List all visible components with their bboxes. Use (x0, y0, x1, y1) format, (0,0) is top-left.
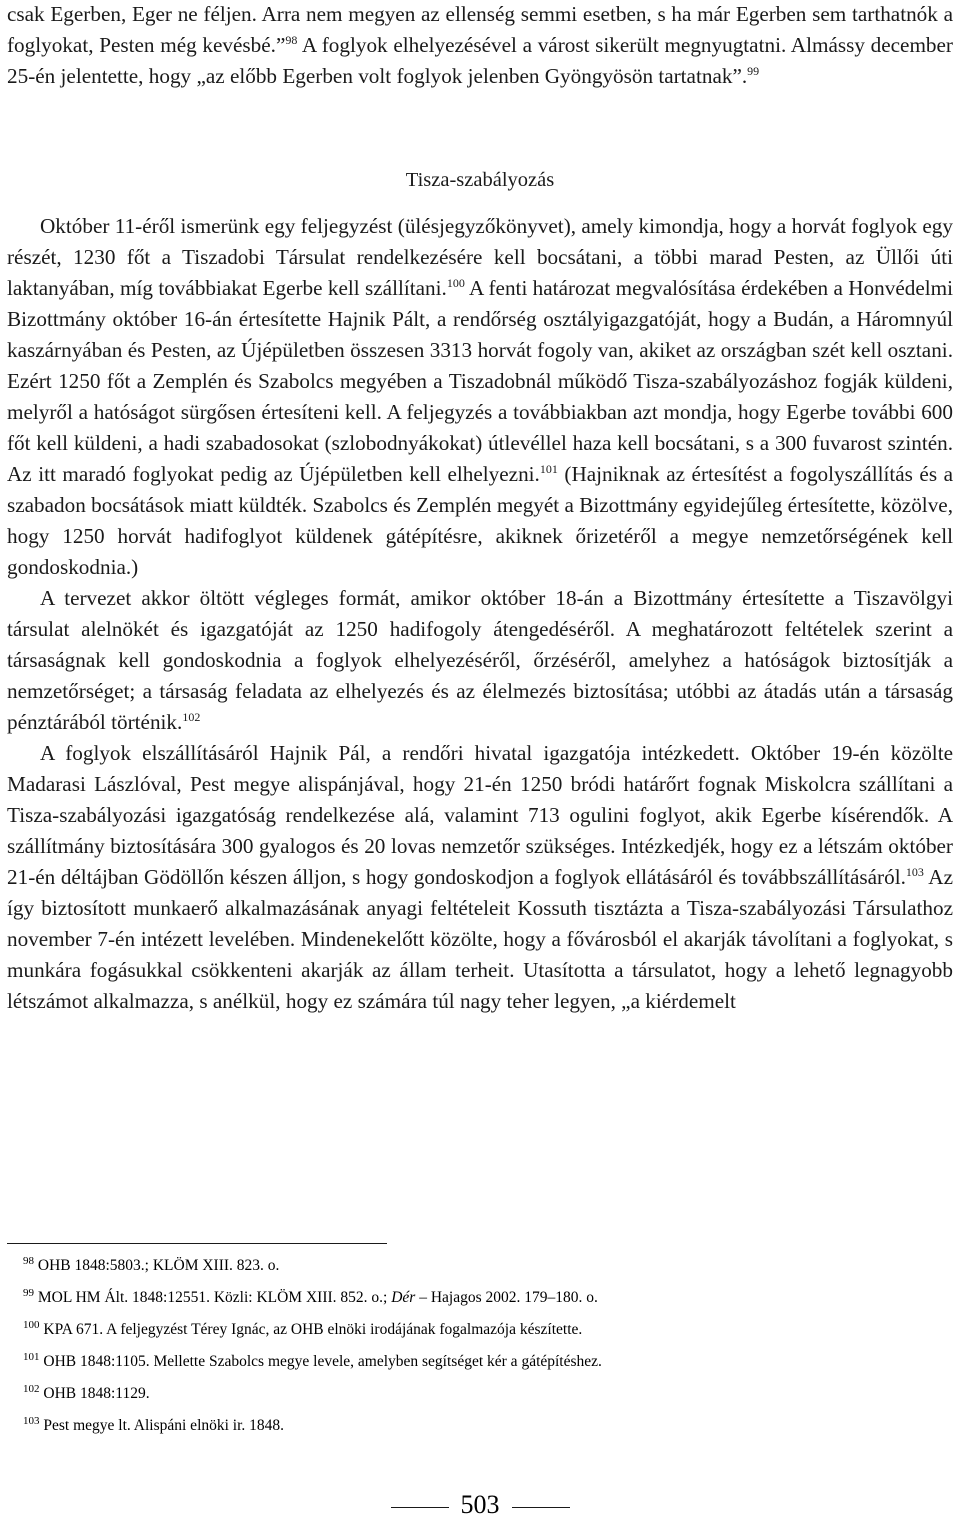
footnote-ref: 98 (23, 1254, 34, 1267)
footnote-ref: 99 (747, 63, 760, 78)
footnote-ref: 102 (182, 709, 201, 724)
page-number-dash-left (391, 1507, 449, 1508)
page-number-text: 503 (460, 1490, 500, 1519)
document-page (7, 0, 953, 1017)
footnote (23, 1282, 943, 1314)
text-run: Az így biztosított munkaerő alkalmazásának anyagi feltételeit Kossuth tisztázta a Tisza-szabályozási Társulathoz november 7-én intézett levelében. Mindenekelőtt közölte, hogy a fővárosból el akarják távolítani a foglyokat, s munkára fogásukkal csökkenteni akarják az állam terheit. Utasította a társulatot, hogy a lehető legnagyobb létszámot alkalmazza, s anélkül, hogy ez számára túl nagy teher legyen, „a kiérdemelt (7, 865, 953, 1013)
text-run: Pest megye lt. Alispáni elnöki ir. 1848. (39, 1417, 285, 1434)
footnote-ref: 101 (23, 1350, 40, 1363)
footnote-ref: 102 (23, 1382, 40, 1395)
text-run: A foglyok elszállításáról Hajnik Pál, a rendőri hivatal igazgatója intézkedett. Október 19-én közölte Madarasi Lászlóval, Pest megye alispánjával, hogy 21-én 1250 bródi határőrt fognak Miskolcra szállítani a Tisza-szabályozási igazgatóság rendelkezése alá, valamint 713 ogulini foglyot, akik Egerbe kísérendők. A szállítmány biztosítására 300 gyalogos és 20 lovas nemzetőr szükséges. Intézkedjék, hogy ez a létszám október 21-én déltájban Gödöllőn készen álljon, s hogy gondoskodjon a foglyok ellátásáról és továbbszállításáról. (7, 741, 953, 889)
text-run: A foglyok elhelyezésével a várost sikerült megnyugtatni. Almássy december 25-én jelentette, hogy „az előbb Egerben volt foglyok jelenben Gyöngyösön tartatnak”. (7, 33, 953, 88)
text-run: OHB 1848:1105. Mellette Szabolcs megye levele, amelyben segítséget kér a gátépítéshez. (39, 1353, 602, 1370)
text-run: (Hajniknak az értesítést a fogolyszállítás és a szabadon bocsátások miatt küldték. Szabolcs és Zemplén megyét a Bizottmány egyidejűleg értesítette, közölve, hogy 1250 horvát hadifoglyot küldenek gátépítésre, akiknek őrizetéről a megye nemzetőrségének kell gondoskodnia.) (7, 462, 953, 579)
footnote-ref: 100 (23, 1318, 40, 1331)
footnote-ref: 98 (285, 32, 298, 47)
paragraph (7, 738, 953, 1017)
paragraph (7, 211, 953, 583)
text-run: A fenti határozat megvalósítása érdekében a Honvédelmi Bizottmány október 16-án értesítette Hajnik Pált, a rendőrség osztályigazgatóját, hogy a Budán, a Háromnyúl kaszárnyában és Pesten, az Újépületben összesen 3313 horvát fogoly van, akiket az országban szét kell osztani. Ezért 1250 főt a Zemplén és Szabolcs megyében a Tiszadobnál működő Tisza-szabályozáshoz fogják küldeni, melyről a hatóságot sürgősen értesíteni kell. A feljegyzés a továbbiakban azt mondja, hogy Egerbe további 600 főt kell küldeni, a hadi szabadosokat (szlobodnyákokat) útlevéllel haza kell bocsátani, s a 300 fuvarost szintén. Az itt maradó foglyokat pedig az Újépületben kell elhelyezni. (7, 276, 953, 486)
text-run: Október 11-éről ismerünk egy feljegyzést (ülésjegyzőkönyvet), amely kimondja, hogy a horvát foglyok egy részét, 1230 főt a Tiszadobi Társulat rendelkezésére kell bocsátani, a többi marad Pesten, az Üllői úti laktanyában, míg továbbiakat Egerbe kell szállítani. (7, 214, 953, 300)
footnote-ref: 103 (905, 864, 924, 879)
body-text (7, 0, 953, 1017)
section-heading: Tisza-szabályozás (405, 169, 555, 191)
footnote (23, 1410, 943, 1442)
footnote-ref: 99 (23, 1286, 34, 1299)
footnotes (23, 1250, 943, 1442)
text-run: csak Egerben, Eger ne féljen. Arra nem megyen az ellenség semmi esetben, s ha már Egerben sem tarthatnók a foglyokat, Pesten még kevésbé.” (7, 2, 953, 57)
paragraph (7, 583, 953, 738)
text-run: KPA 671. A feljegyzést Térey Ignác, az OHB elnöki irodájának fogalmazója készítette. (39, 1321, 583, 1338)
text-run: – Hajagos 2002. 179–180. o. (415, 1289, 598, 1306)
footnote (23, 1346, 943, 1378)
page-number-dash-right (512, 1507, 570, 1508)
footnote (23, 1378, 943, 1410)
intro-paragraph (7, 0, 953, 92)
footnote (23, 1250, 943, 1282)
page-number (7, 1488, 953, 1522)
text-run: OHB 1848:1129. (39, 1385, 150, 1402)
text-run: OHB 1848:5803.; KLÖM XIII. 823. o. (34, 1257, 280, 1274)
italic-text: Dér (391, 1289, 416, 1306)
footnote-separator (7, 1243, 387, 1244)
footnote-ref: 100 (446, 275, 465, 290)
footnote-ref: 103 (23, 1414, 40, 1427)
footnote-ref: 101 (539, 461, 558, 476)
text-run: A tervezet akkor öltött végleges formát, amikor október 18-án a Bizottmány értesítette a Tiszavölgyi társulat alelnökét és igazgatóját az 1250 hadifogoly átengedéséről. A meghatározott feltételek szerint a társaságnak kell gondoskodnia a foglyok elhelyezéséről, őrzéséről, amelyhez a hatóságok biztosítják a nemzetőrséget; a társaság feladata az elhelyezés és az élelmezés biztosítása; utóbbi az átadás után a társaság pénztárából történik. (7, 586, 953, 734)
footnote (23, 1314, 943, 1346)
text-run: MOL HM Ált. 1848:12551. Közli: KLÖM XIII. 852. o.; (34, 1289, 392, 1306)
